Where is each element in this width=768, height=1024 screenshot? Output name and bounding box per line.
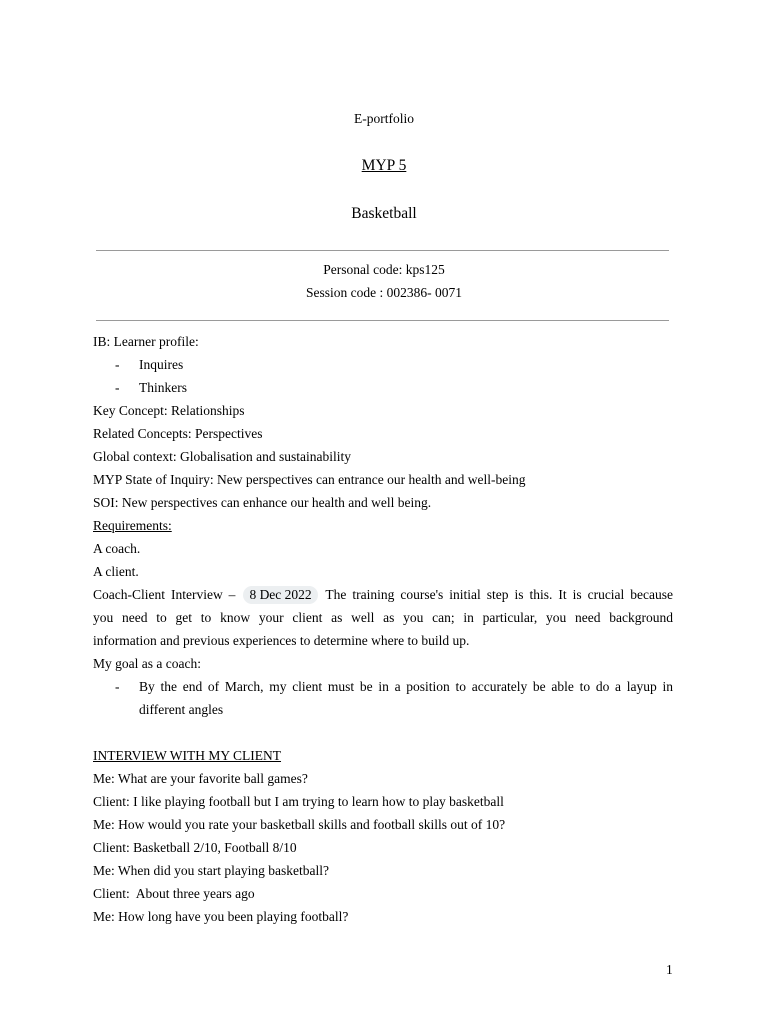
list-item (93, 353, 673, 376)
bullet-dash: - (115, 380, 120, 395)
list-item (93, 376, 673, 399)
list-item-text: Inquires (139, 357, 184, 372)
goal-heading: My goal as a coach: (93, 656, 201, 671)
date-chip[interactable]: 8 Dec 2022 (243, 586, 317, 604)
page-number: 1 (666, 962, 673, 977)
key-concept: Key Concept: Relationships (93, 403, 245, 418)
interview-line: Client: Basketball 2/10, Football 8/10 (93, 840, 297, 855)
interview-line: Client: About three years ago (93, 886, 255, 901)
bullet-dash: - (115, 357, 120, 372)
goal-text-continued (93, 698, 673, 721)
list-item-text: Thinkers (139, 380, 187, 395)
personal-code: Personal code: kps125 (323, 262, 445, 277)
bullet-dash: - (115, 679, 120, 694)
divider-bottom (96, 320, 669, 321)
interview-line: Me: What are your favorite ball games? (93, 771, 308, 786)
learner-profile-heading: IB: Learner profile: (93, 334, 199, 349)
document-body (93, 330, 673, 928)
state-of-inquiry: MYP State of Inquiry: New perspectives can entrance our health and well-being (93, 472, 526, 487)
interview-line: Me: How would you rate your basketball skills and football skills out of 10? (93, 817, 506, 832)
divider-top (96, 250, 669, 251)
doc-label: E-portfolio (354, 111, 414, 126)
requirement-coach: A coach. (93, 541, 141, 556)
grade-title: MYP 5 (361, 157, 407, 174)
interview-intro-line: you need to get to know your client as well as you can; in particular, you need background (93, 610, 673, 625)
soi-statement: SOI: New perspectives can enhance our health and well being. (93, 495, 432, 510)
interview-intro-line: information and previous experiences to determine where to build up. (93, 633, 470, 648)
interview-heading: INTERVIEW WITH MY CLIENT (93, 748, 282, 763)
spacer (93, 721, 673, 744)
interview-intro-line (93, 583, 673, 606)
interview-line: Me: When did you start playing basketball? (93, 863, 329, 878)
interview-intro-text: The training course's initial step is this. It is crucial because (325, 587, 674, 602)
requirement-client: A client. (93, 564, 139, 579)
interview-line: Client: I like playing football but I am trying to learn how to play basketball (93, 794, 504, 809)
session-code: Session code : 002386- 0071 (306, 285, 462, 300)
interview-line: Me: How long have you been playing football? (93, 909, 349, 924)
list-item (93, 675, 673, 698)
goal-text: different angles (139, 702, 224, 717)
related-concepts: Related Concepts: Perspectives (93, 426, 263, 441)
goal-text: By the end of March, my client must be in a position to accurately be able to do a layup in (139, 679, 673, 694)
subject-title: Basketball (351, 205, 417, 222)
requirements-heading: Requirements: (93, 518, 172, 533)
global-context: Global context: Globalisation and sustainability (93, 449, 351, 464)
interview-lead: Coach-Client Interview – (93, 587, 236, 602)
